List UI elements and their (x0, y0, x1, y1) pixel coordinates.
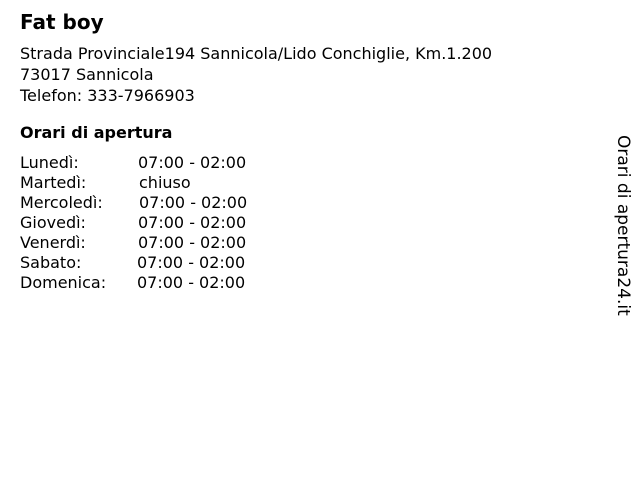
address-city: 73017 Sannicola (20, 65, 154, 84)
phone-number: Telefon: 333-7966903 (20, 86, 195, 105)
day-hours: 07:00 - 02:00 (137, 273, 246, 292)
site-watermark (612, 135, 636, 316)
hours-row-giovedi (20, 213, 280, 233)
business-address (20, 43, 492, 106)
watermark-text: Orari di apertura24.it (613, 135, 633, 316)
hours-row-mercoledi (20, 193, 280, 213)
day-label: Domenica: (20, 273, 107, 292)
day-label: Sabato: (20, 253, 82, 272)
day-hours: 07:00 - 02:00 (138, 153, 247, 172)
day-label: Mercoledì: (20, 193, 103, 212)
opening-hours-heading: Orari di apertura (20, 123, 173, 142)
business-name: Fat boy (20, 10, 104, 34)
day-label: Giovedì: (20, 213, 86, 232)
hours-row-lunedi (20, 153, 280, 173)
hours-row-sabato (20, 253, 280, 273)
hours-row-venerdi (20, 233, 280, 253)
hours-row-martedi (20, 173, 280, 193)
hours-row-domenica (20, 273, 280, 293)
day-label: Venerdì: (20, 233, 86, 252)
day-hours: 07:00 - 02:00 (137, 253, 246, 272)
opening-hours-list (20, 153, 280, 293)
day-hours: 07:00 - 02:00 (138, 233, 247, 252)
address-street: Strada Provinciale194 Sannicola/Lido Conchiglie, Km.1.200 (20, 44, 493, 63)
day-hours: chiuso (139, 173, 191, 192)
day-hours: 07:00 - 02:00 (138, 213, 247, 232)
day-label: Lunedì: (20, 153, 79, 172)
day-hours: 07:00 - 02:00 (139, 193, 248, 212)
day-label: Martedì: (20, 173, 87, 192)
